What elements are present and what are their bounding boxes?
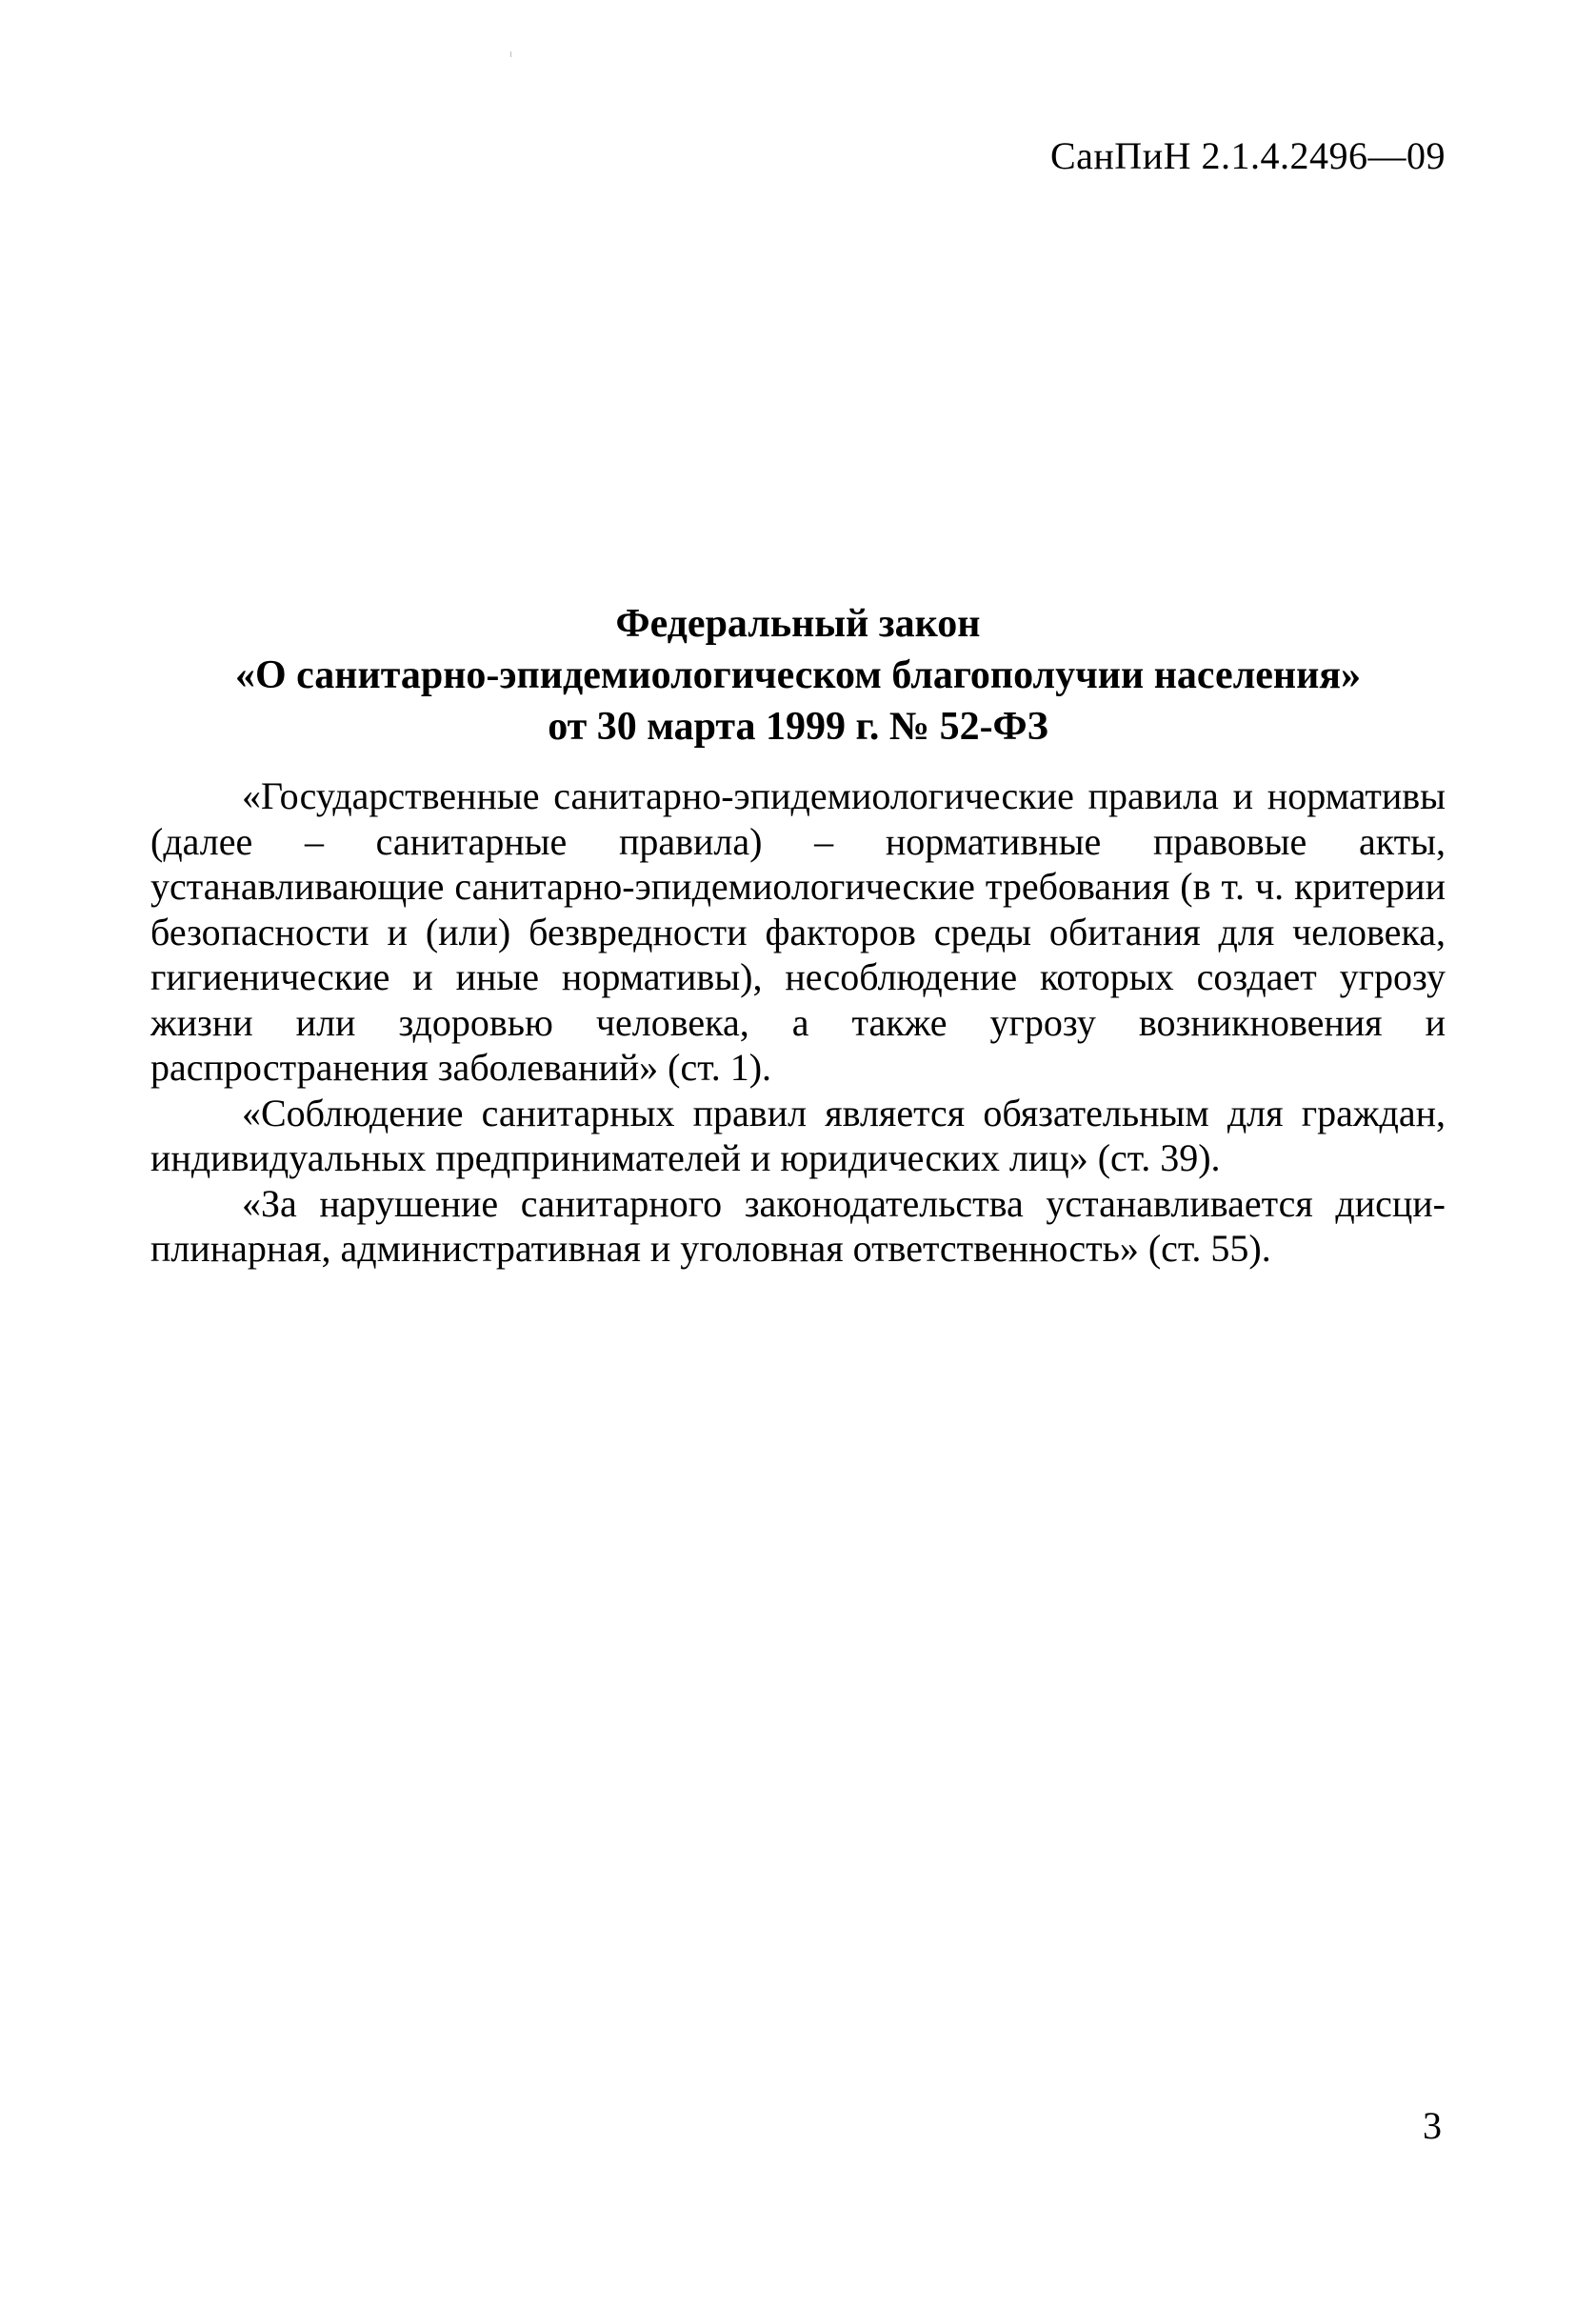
title-line-1: Федеральный закон: [615, 602, 981, 646]
quoted-articles: [150, 773, 1446, 1272]
title-line-3: от 30 марта 1999 г. № 52-ФЗ: [548, 705, 1048, 749]
title-line-2: «О санитарно-эпидемиологическом благополучии населения»: [234, 653, 1362, 697]
law-title: [150, 598, 1446, 752]
page-number: 3: [1423, 2104, 1442, 2147]
paragraph-article-1: «Государственные санитарно-эпидемиологические правила и нормативы (далее – санитарные правила) – нормативные правовые акты, устанавливающие санитарно-эпидемиологические требования (в т. ч. критерии безопасности и (или) безвредности факторов среды обитания для человека, гигиенические и иные нормативы), несоблюдение которых создает угрозу жизни или здоровью человека, а также угрозу возникновения и распространения заболеваний» (ст. 1).: [150, 774, 1446, 1089]
document-code: СанПиН 2.1.4.2496—09: [1049, 134, 1446, 177]
paragraph-article-39: «Соблюдение санитарных правил является обязательным для граждан, индивидуальных предпринимателей и юридических лиц» (ст. 39).: [150, 1091, 1446, 1179]
paragraph-article-55: «За нарушение санитарного законодательства устанавливается дисциплинарная, административная и уголовная ответственность» (ст. 55).: [150, 1181, 1446, 1270]
scan-artifact: [510, 51, 511, 57]
